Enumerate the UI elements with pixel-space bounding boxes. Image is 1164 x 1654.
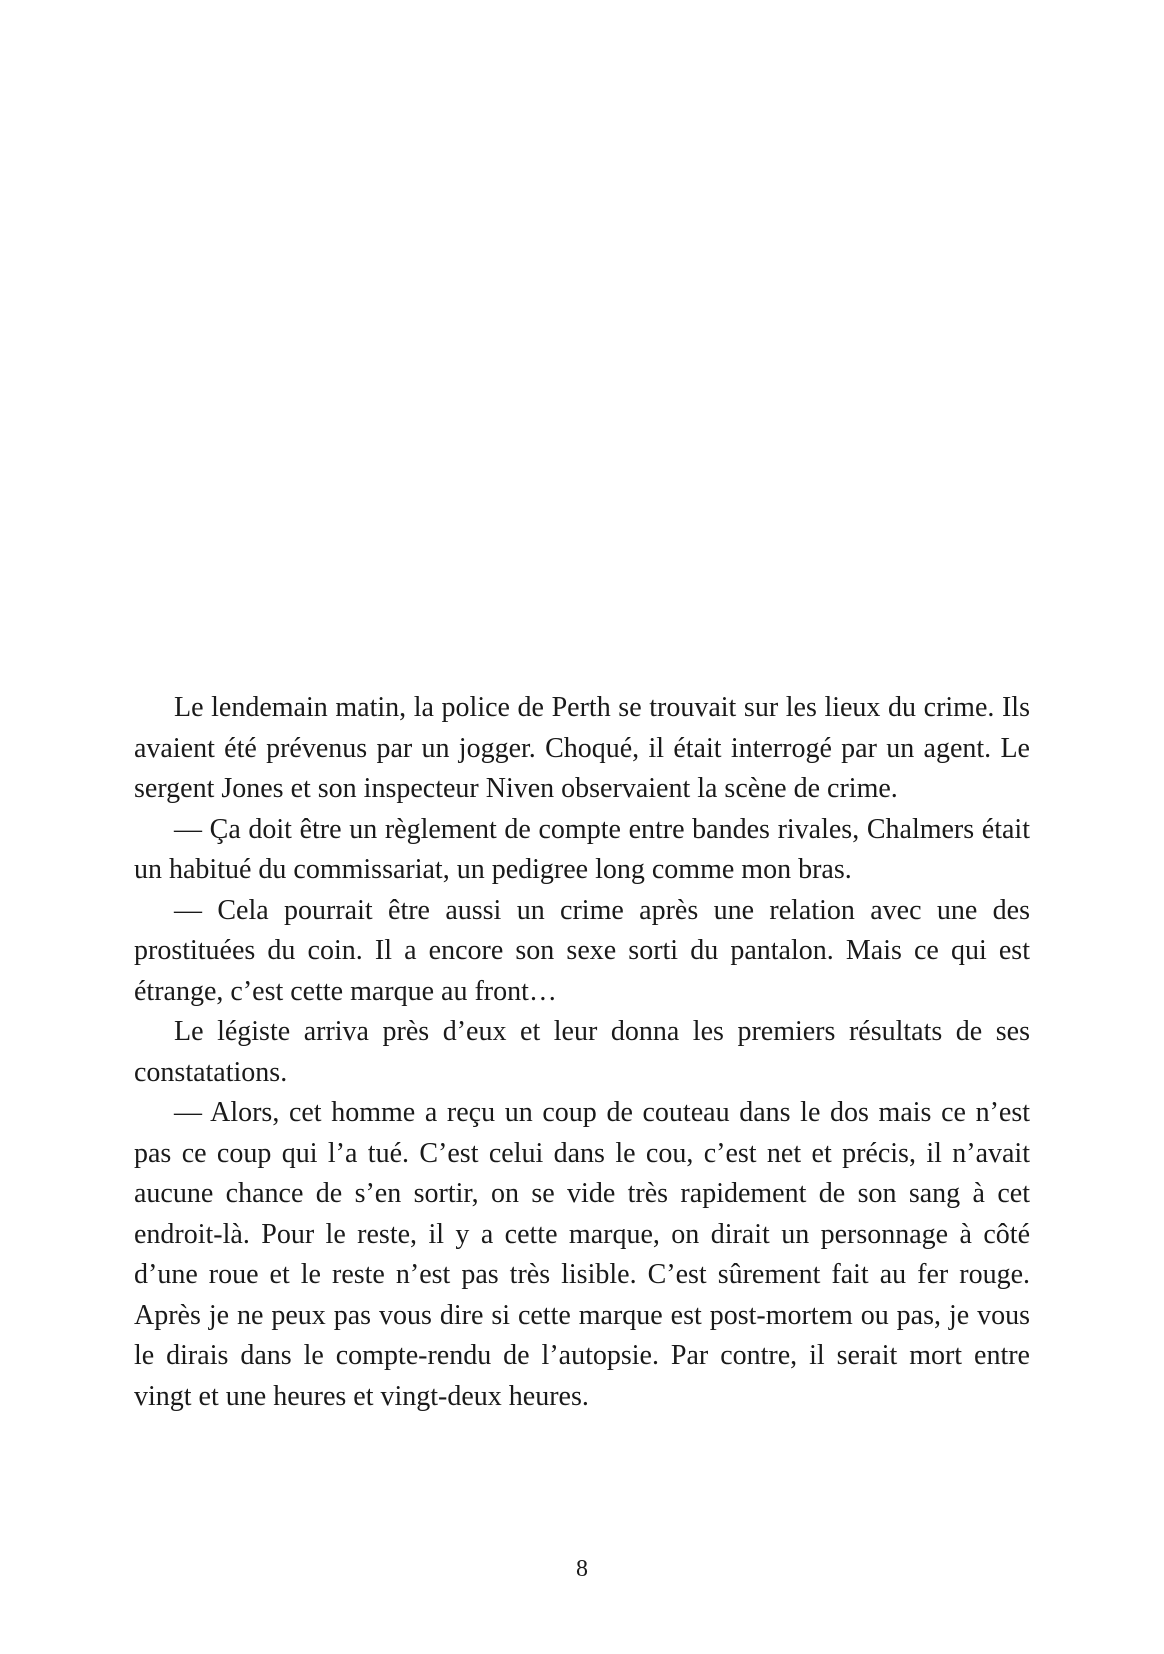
paragraph-1: Le lendemain matin, la police de Perth se trouvait sur les lieux du crime. Ils avaient été prévenus par un jogger. Choqué, il était interrogé par un agent. Le sergent Jones et son inspecteur Niven observaient la scène de crime. [134, 692, 1030, 804]
page-number: 8 [576, 1556, 588, 1582]
paragraph-4: Le légiste arriva près d’eux et leur donna les premiers résultats de ses constatations. [134, 1016, 1030, 1088]
paragraph-2-dialogue: — Ça doit être un règlement de compte entre bandes rivales, Chalmers était un habitué du commissariat, un pedigree long comme mon bras. [134, 813, 1030, 885]
body-text [134, 688, 1030, 1417]
paragraph-5-dialogue: — Alors, cet homme a reçu un coup de couteau dans le dos mais ce n’est pas ce coup qui l’a tué. C’est celui dans le cou, c’est net et précis, il n’avait aucune chance de s’en sortir, on se vide très rapidement de son sang à cet endroit-là. Pour le reste, il y a cette marque, on dirait un personnage à côté d’une roue et le reste n’est pas très lisible. C’est sûrement fait au fer rouge. Après je ne peux pas vous dire si cette marque est post-mortem ou pas, je vous le dirais dans le compte-rendu de l’autopsie. Par contre, il serait mort entre vingt et une heures et vingt-deux heures. [134, 1097, 1030, 1412]
paragraph-3-dialogue: — Cela pourrait être aussi un crime après une relation avec une des prostituées du coin. Il a encore son sexe sorti du pantalon. Mais ce qui est étrange, c’est cette marque au front… [134, 894, 1030, 1007]
